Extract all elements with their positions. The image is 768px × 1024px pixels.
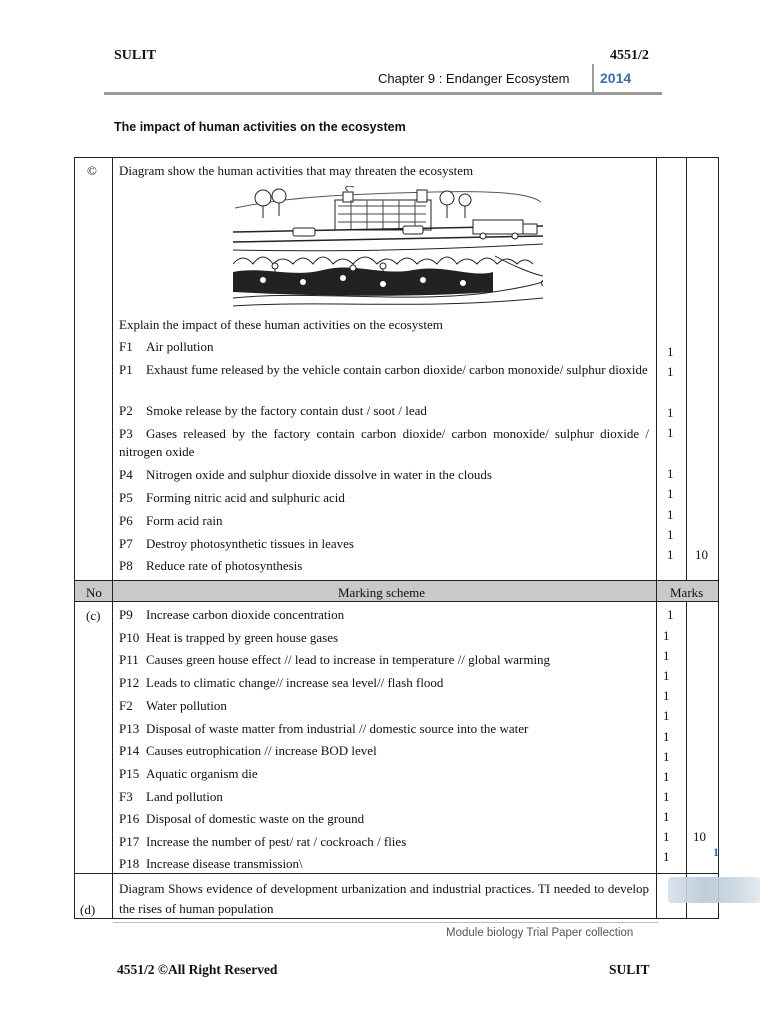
header-paper-code: 4551/2 [610,48,649,63]
list-item: P3 Gases released by the factory contain carbon dioxide/ carbon monoxide/ sulphur dioxide / nitrogen oxide [119,426,649,459]
header-marks: Marks [670,585,704,600]
part-c-label: © [87,163,97,178]
list-item: P2 Smoke release by the factory contain dust / soot / lead [119,403,427,418]
section-title: The impact of human activities on the ecosystem [114,120,406,134]
mark-value: 1 [667,507,674,522]
footer-note: Module biology Trial Paper collection [446,927,634,939]
row-divider-d [74,873,719,874]
list-item: F3 Land pollution [119,789,223,804]
chapter-title: Chapter 9 : Endanger Ecosystem [378,71,570,86]
mark-value: 1 [667,344,674,359]
list-item: P11 Causes green house effect // lead to increase in temperature // global warming [119,652,551,667]
list-item: P12 Leads to climatic change// increase sea level// flash flood [119,675,444,690]
list-item: P16 Disposal of domestic waste on the ground [119,811,365,826]
human-activities-diagram [233,186,543,312]
mark-value: 1 [663,749,670,764]
list-item: P5 Forming nitric acid and sulphuric acid [119,490,345,505]
list-item: P6 Form acid rain [119,513,223,528]
header-no: No [86,585,102,600]
mark-value: 1 [663,809,670,824]
table-col-divider-2 [656,157,657,919]
table-col-divider-1 [112,157,113,919]
list-item: P15 Aquatic organism die [119,766,258,781]
mark-value: 1 [667,405,674,420]
footer-rule [113,922,658,923]
footer-sulit: SULIT [609,962,650,977]
page-number: 1 [713,845,719,859]
list-item: P4 Nitrogen oxide and sulphur dioxide dissolve in water in the clouds [119,467,492,482]
mark-value: 1 [663,708,670,723]
mark-value: 1 [667,486,674,501]
list-item: P17 Increase the number of pest/ rat / cockroach / flies [119,834,407,849]
smudge-mark [668,877,760,903]
mark-value: 1 [663,829,670,844]
list-item: P7 Destroy photosynthetic tissues in leaves [119,536,354,551]
mark-value: 1 [667,425,674,440]
list-item: P13 Disposal of waste matter from industrial // domestic source into the water [119,721,529,736]
header-year: 2014 [600,70,632,86]
mark-value: 1 [663,628,670,643]
mark-value: 1 [663,789,670,804]
mark-value: 1 [663,648,670,663]
total-mark: 10 [695,547,708,562]
mark-value: 1 [663,769,670,784]
part-c-intro: Diagram show the human activities that may threaten the ecosystem [119,163,474,178]
list-item: P9 Increase carbon dioxide concentration [119,607,345,622]
mark-value: 1 [667,547,674,562]
list-item: P18 Increase disease transmission\ [119,856,303,871]
mark-value: 1 [663,668,670,683]
header-col-divider-2 [656,580,657,602]
part-d-label: (d) [80,902,96,917]
header-left: SULIT [114,48,157,63]
part-c-question: Explain the impact of these human activities on the ecosystem [119,317,443,332]
header-col-divider-1 [112,580,113,602]
mark-value: 1 [663,849,670,864]
list-item: P8 Reduce rate of photosynthesis [119,558,303,573]
part-d-text: Diagram Shows evidence of development urbanization and industrial practices. TI needed to develop the rises of human population [119,881,649,916]
header-divider [592,64,594,94]
mark-value: 1 [663,729,670,744]
mark-value: 1 [667,607,674,622]
part-c2-label: (c) [86,608,101,623]
list-item: P1 Exhaust fume released by the vehicle contain carbon dioxide/ carbon monoxide/ sulphur dioxide [119,362,648,377]
mark-value: 1 [667,364,674,379]
list-item: F2 Water pollution [119,698,227,713]
table-col-divider-3 [686,157,687,919]
header-marking-scheme: Marking scheme [338,585,426,600]
header-rule [104,92,662,95]
list-item: P14 Causes eutrophication // increase BOD level [119,743,377,758]
total-mark: 10 [693,829,706,844]
mark-value: 1 [663,688,670,703]
mark-value: 1 [667,466,674,481]
footer-copyright: 4551/2 ©All Right Reserved [117,962,278,977]
list-item: F1 Air pollution [119,339,214,354]
list-item: P10 Heat is trapped by green house gases [119,630,339,645]
mark-value: 1 [667,527,674,542]
